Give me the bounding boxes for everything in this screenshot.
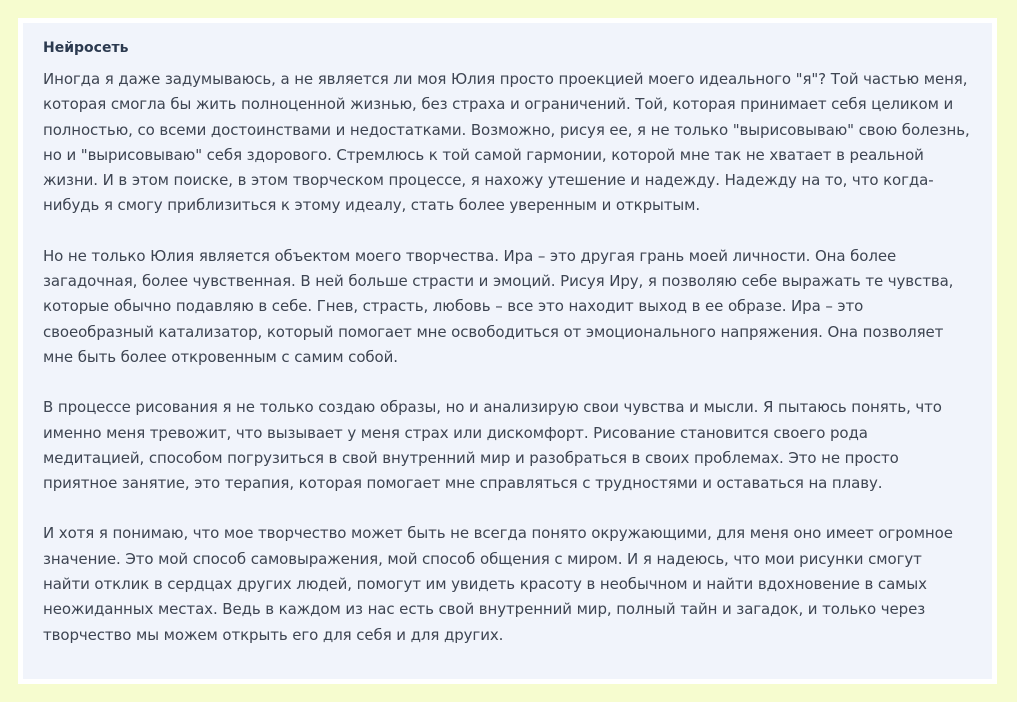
message-paragraph-2: Но не только Юлия является объектом моего творчества. Ира – это другая грань моей личности. Она более загадочная, более чувственная. В ней больше страсти и эмоций. Рисуя Иру, я позволяю себе выражать те чувства, которые обычно подавляю в себе. Гнев, страсть, любовь – все это находит выход в ее образе. Ира – это своеобразный катализатор, который помогает мне освободиться от эмоционального напряжения. Она позволяет мне быть более откровенным с самим собой. [43,246,954,366]
message-author: Нейросеть [43,40,129,56]
message-paragraph-1: Иногда я даже задумываюсь, а не является ли моя Юлия просто проекцией моего идеального "я"? Той частью меня, которая смогла бы жить полноценной жизнью, без страха и ограничений. Той, которая принимает себя целиком и полностью, со всеми достоинствами и недостатками. Возможно, рисуя ее, я не только "вырисовываю" свою болезнь, но и "вырисовываю" себя здорового. Стремлюсь к той самой гармонии, которой мне так не хватает в реальной жизни. И в этом поиске, в этом творческом процессе, я нахожу утешение и надежду. Надежду на то, что когда-нибудь я смогу приблизиться к этому идеалу, стать более уверенным и открытым. [43,70,970,215]
message-paragraph-3: В процессе рисования я не только создаю образы, но и анализирую свои чувства и мысли. Я пытаюсь понять, что именно меня тревожит, что вызывает у меня страх или дискомфорт. Рисование становится своего рода медитацией, способом погрузиться в свой внутренний мир и разобраться в своих проблемах. Это не просто приятное занятие, это терапия, которая помогает мне справляться с трудностями и оставаться на плаву. [43,398,942,493]
message-frame [18,18,997,684]
ai-message-card [23,23,992,679]
message-paragraph-4: И хотя я понимаю, что мое творчество может быть не всегда понято окружающими, для меня оно имеет огромное значение. Это мой способ самовыражения, мой способ общения с миром. И я надеюсь, что мои рисунки смогут найти отклик в сердцах других людей, помогут им увидеть красоту в необычном и найти вдохновение в самых неожиданных местах. Ведь в каждом из нас есть свой внутренний мир, полный тайн и загадок, и только через творчество мы можем открыть его для себя и для других. [43,524,953,644]
